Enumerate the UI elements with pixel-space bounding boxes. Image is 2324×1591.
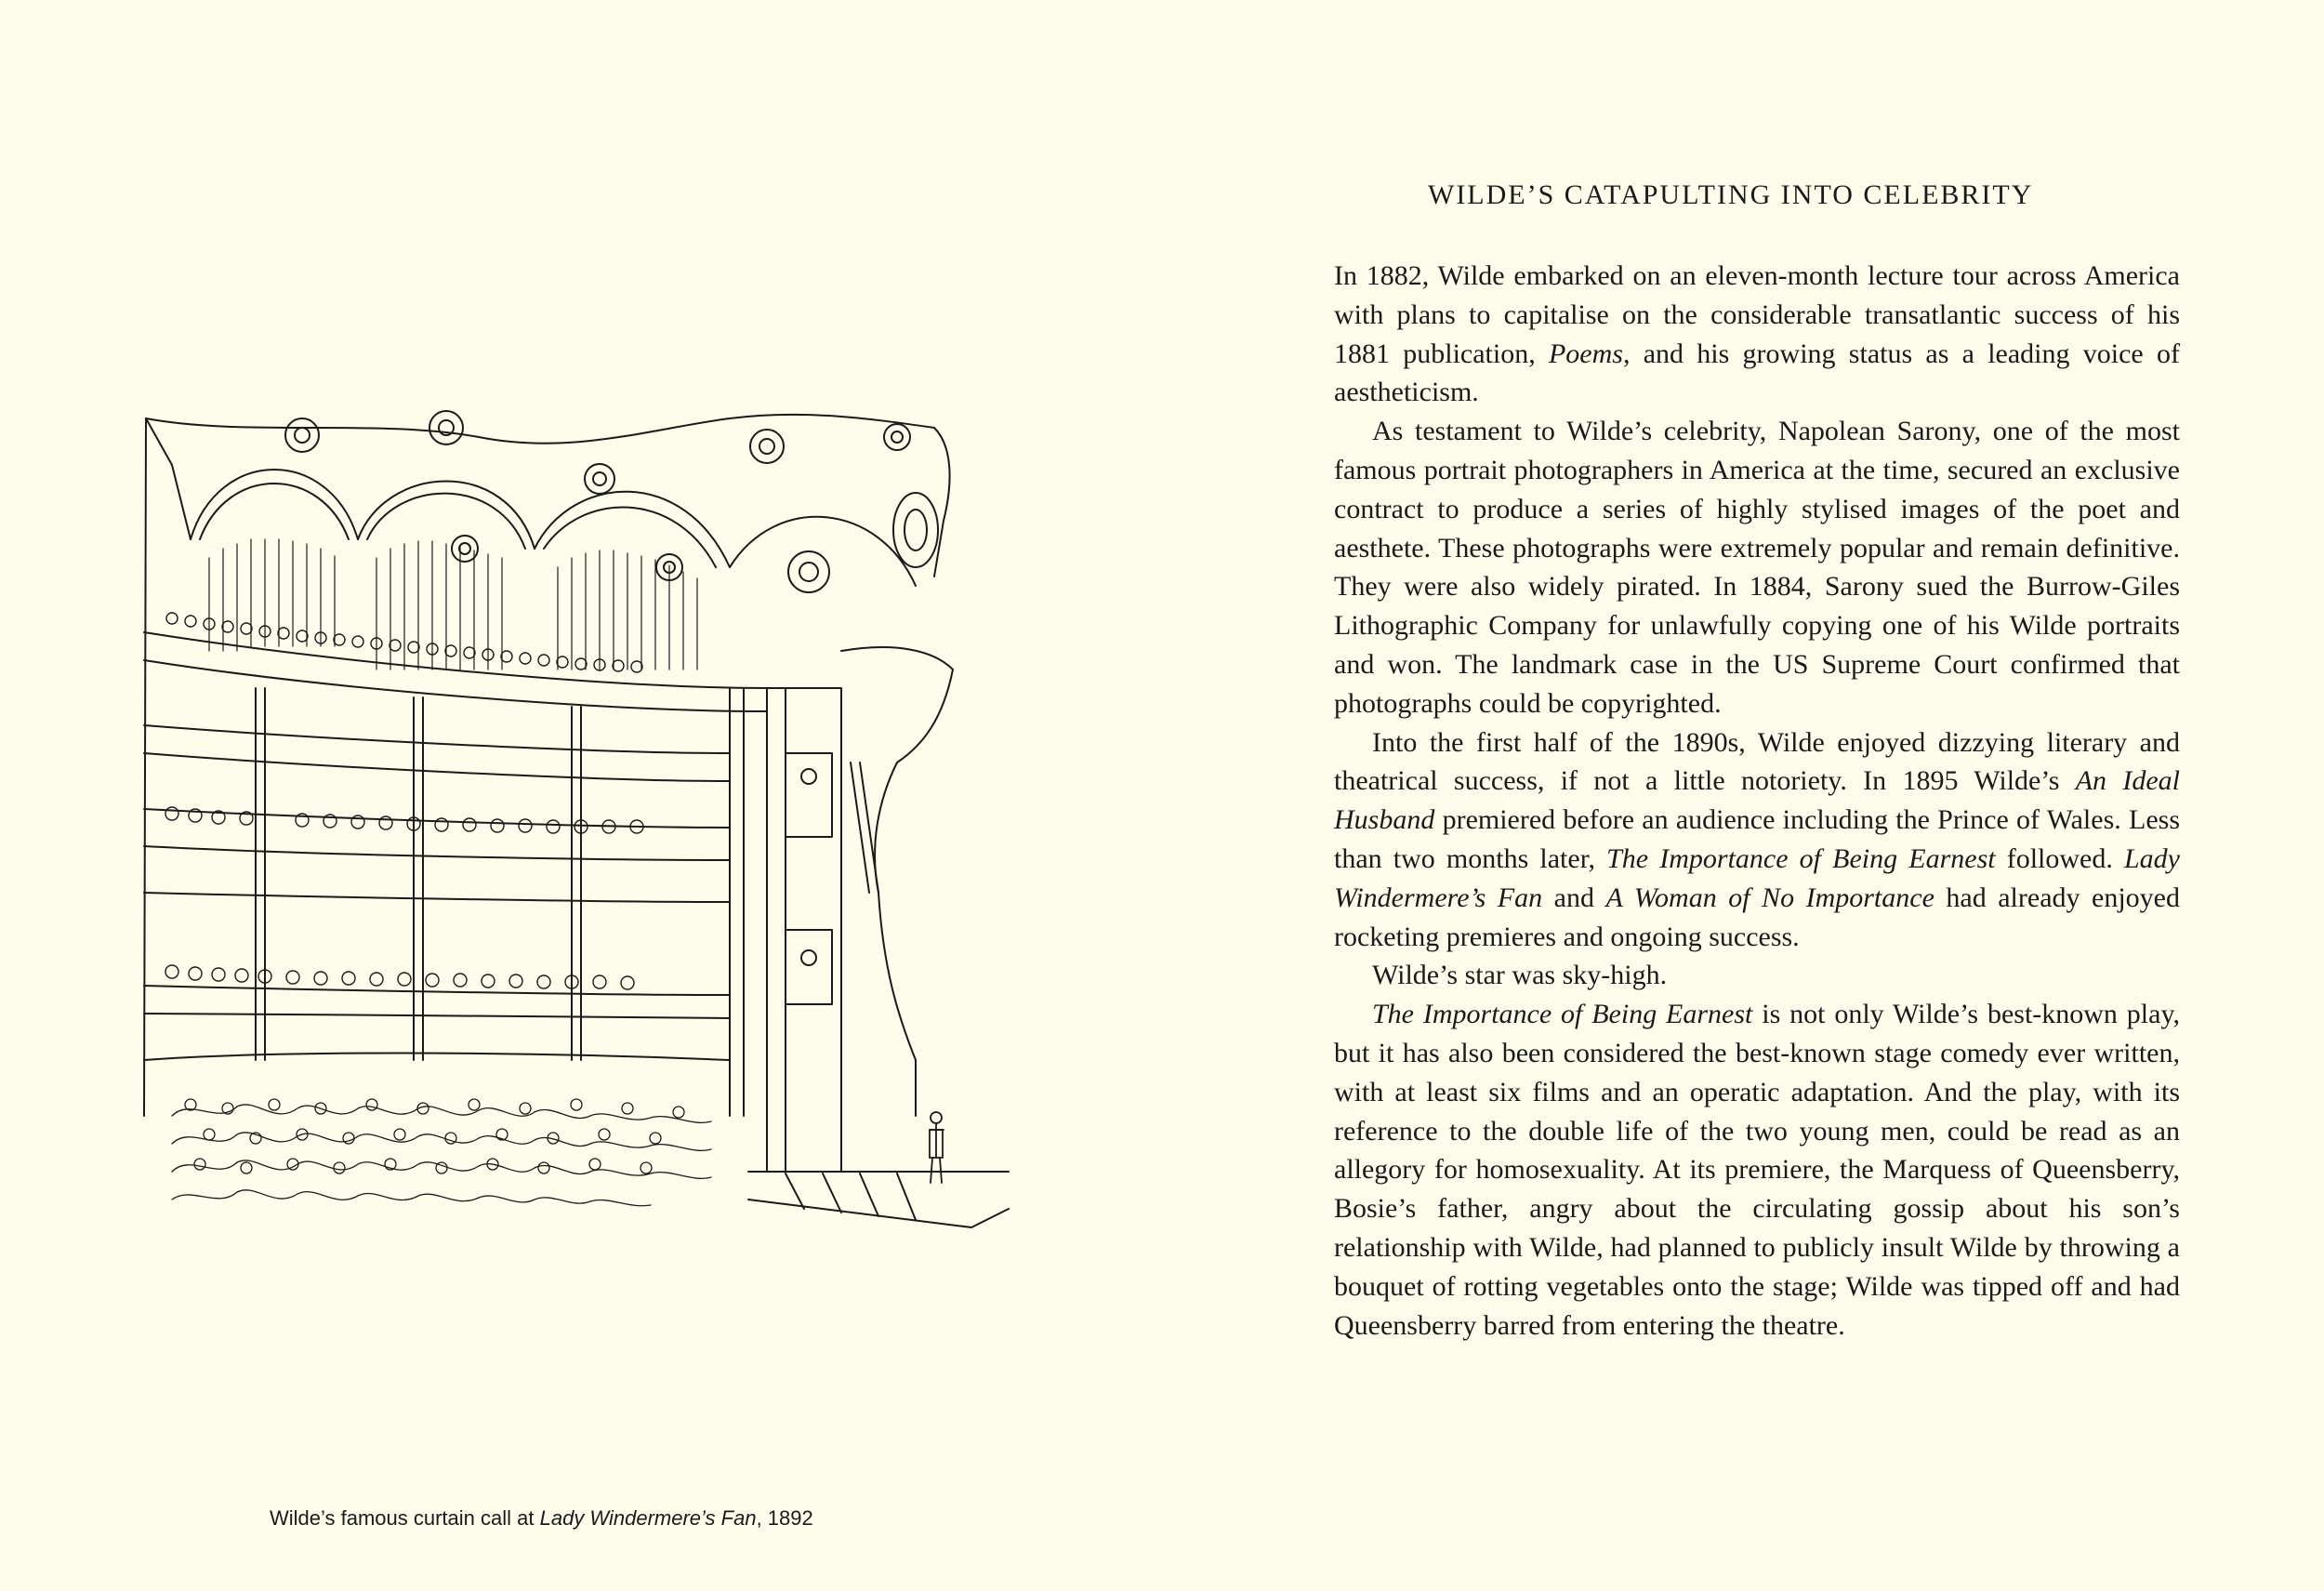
text-run: Wilde’s star was sky-high. — [1372, 960, 1668, 991]
running-head: WILDE’S CATAPULTING INTO CELEBRITY — [1428, 179, 2034, 210]
text-run: Into the first half of the 1890s, Wilde enjoyed dizzying literary and theatrical success, if not a little notoriety. In 1895 Wilde’s — [1334, 726, 2180, 797]
caption-suffix: , 1892 — [756, 1506, 813, 1530]
italic-title: A Woman of No Importance — [1605, 882, 1934, 913]
caption-play-title: Lady Windermere’s Fan — [539, 1506, 757, 1530]
italic-title: Lady Windermere’s Fan — [1334, 842, 2180, 913]
theatre-interior-illustration — [135, 409, 1027, 1237]
text-run: is not only Wilde’s best-known play, but it has also been considered the best-known stage comedy ever written, with at least six films and an operatic adaptation. And the play, with its reference to the double life of the two young men, could be read as an allegory for homosexuality. At its premiere, the Marquess of Queensberry, Bosie’s father, angry about the circulating gossip about his son’s relationship with Wilde, had planned to publicly insult Wilde by throwing a bouquet of rotting vegetables onto the stage; Wilde was tipped off and had Queensberry barred from entering the theatre. — [1334, 999, 2180, 1341]
text-run: had already enjoyed rocketing premieres and ongoing success. — [1334, 882, 2180, 952]
illustration-caption — [270, 1506, 813, 1531]
paragraph — [1334, 995, 2180, 1345]
italic-title: The Importance of Being Earnest — [1606, 842, 1996, 874]
caption-prefix: Wilde’s famous curtain call at — [270, 1506, 540, 1530]
text-run: , and his growing status as a leading voice of aestheticism. — [1334, 338, 2180, 408]
text-run: As testament to Wilde’s celebrity, Napolean Sarony, one of the most famous portrait photographers in America at the time, secured an exclusive contract to produce a series of highly stylised images of the poet and aesthete. These photographs were extremely popular and remain definitive. They were also widely pirated. In 1884, Sarony sued the Burrow-Giles Lithographic Company for unlawfully copying one of his Wilde portraits and won. The landmark case in the US Supreme Court confirmed that photographs could be copyrighted. — [1334, 416, 2180, 719]
paragraph — [1334, 412, 2180, 723]
italic-title: An Ideal Husband — [1334, 765, 2180, 836]
text-run: followed. — [1995, 842, 2124, 874]
text-run: and — [1542, 882, 1606, 913]
italic-title: The Importance of Being Earnest — [1372, 999, 1753, 1030]
paragraph — [1334, 956, 2180, 995]
paragraph — [1334, 257, 2180, 412]
italic-title: Poems — [1548, 338, 1623, 369]
paragraph — [1334, 723, 2180, 957]
body-text — [1334, 257, 2180, 1345]
text-run: In 1882, Wilde embarked on an eleven-month lecture tour across America with plans to capitalise on the considerable transatlantic success of his 1881 publication, — [1334, 260, 2180, 369]
text-run: premiered before an audience including the Prince of Wales. Less than two months later, — [1334, 804, 2180, 874]
